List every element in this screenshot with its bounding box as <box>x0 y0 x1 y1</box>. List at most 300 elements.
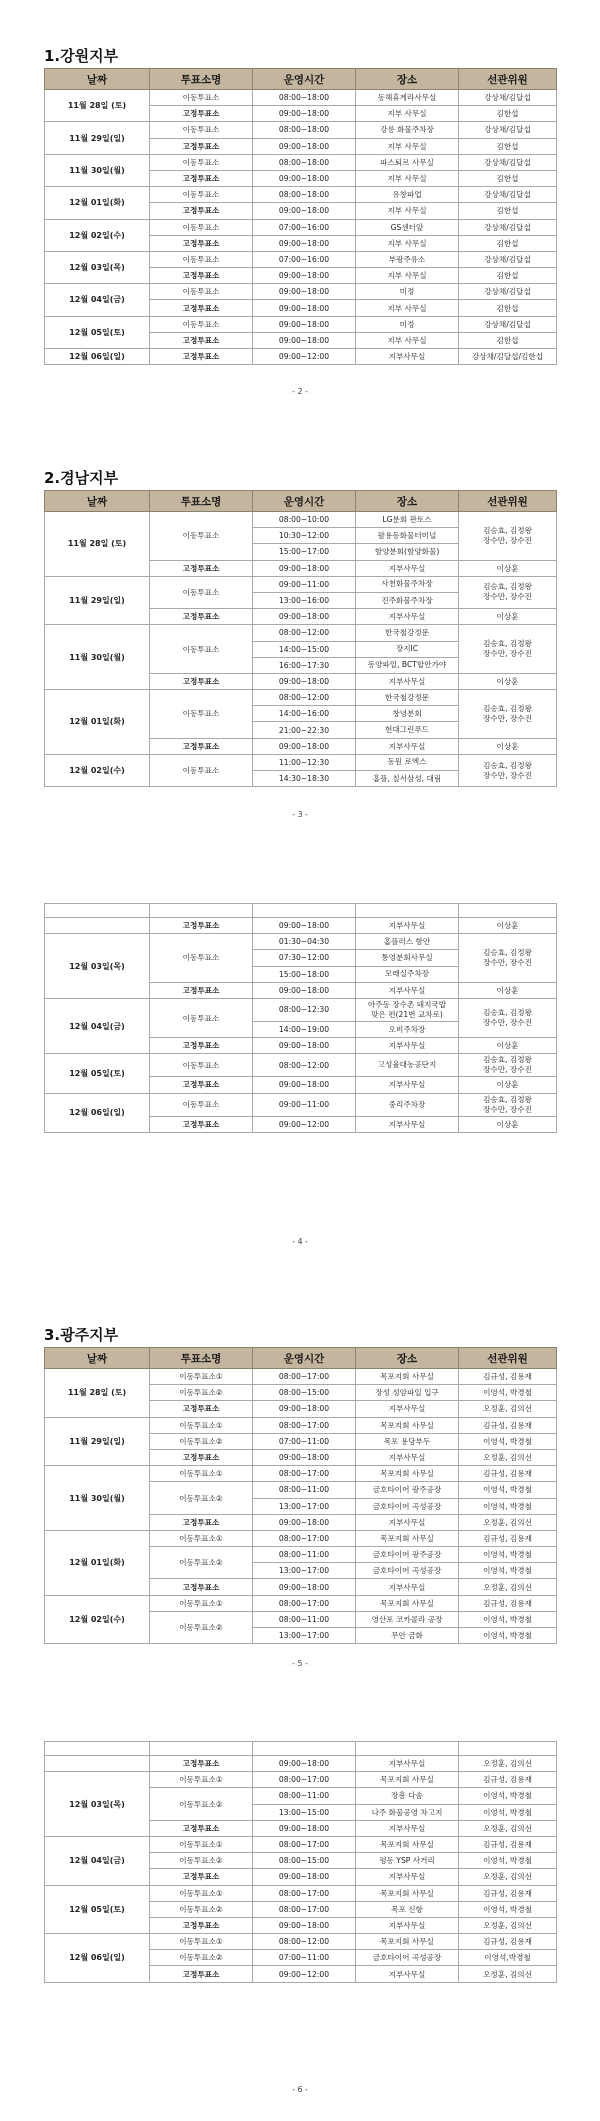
booth-type-cell: 이동투표소 <box>150 122 253 138</box>
staff-cell: 김규성, 김용재 <box>459 1369 557 1385</box>
empty-cell <box>459 1742 557 1756</box>
staff-cell: 김승효, 김정왕 장수만, 장수진 <box>459 998 557 1037</box>
place-cell: 지부사무실 <box>356 738 459 754</box>
hours-cell: 07:00~11:00 <box>253 1950 356 1966</box>
hours-cell: 09:00~18:00 <box>253 170 356 186</box>
hours-cell: 14:00~16:00 <box>253 706 356 722</box>
staff-cell: 이영석, 박경철 <box>459 1498 557 1514</box>
empty-cell <box>356 1742 459 1756</box>
empty-cell <box>150 904 253 918</box>
staff-cell: 강상채/김달섭 <box>459 187 557 203</box>
hours-cell: 09:00~18:00 <box>253 1579 356 1595</box>
date-cell: 11월 28일 (토) <box>45 512 150 577</box>
date-cell: 12월 01일(화) <box>45 1530 150 1595</box>
booth-type-cell: 이동투표소 <box>150 512 253 561</box>
table-row <box>45 1369 557 1385</box>
staff-cell: 김규성, 김용재 <box>459 1885 557 1901</box>
schedule-table-gwangju <box>44 1347 557 1644</box>
table-row <box>45 1466 557 1482</box>
date-cell: 11월 29일(일) <box>45 1417 150 1466</box>
staff-cell: 이영석, 박경철 <box>459 1611 557 1627</box>
place-cell: 아주동 장수촌 돼지국밥 맞은 편(21번 교차로) <box>356 998 459 1021</box>
place-cell: 지부사무실 <box>356 1869 459 1885</box>
hours-cell: 08:00~12:00 <box>253 1934 356 1950</box>
hours-cell: 09:00~18:00 <box>253 1820 356 1836</box>
date-cell: 12월 05일(토) <box>45 316 150 348</box>
place-cell: 장지IC <box>356 641 459 657</box>
place-cell: 지부 사무실 <box>356 300 459 316</box>
date-cell: 12월 05일(토) <box>45 1054 150 1093</box>
staff-cell: 김승효, 김정왕 장수만, 장수진 <box>459 1054 557 1077</box>
booth-type-cell: 이동투표소② <box>150 1901 253 1917</box>
place-cell: 장성 성암파일 입구 <box>356 1385 459 1401</box>
page-number: - 2 - <box>292 387 308 396</box>
staff-cell: 김한섭 <box>459 332 557 348</box>
hours-cell: 13:00~17:00 <box>253 1628 356 1644</box>
booth-type-cell: 이동투표소① <box>150 1595 253 1611</box>
hours-cell: 09:00~11:00 <box>253 1093 356 1116</box>
empty-cell <box>253 1742 356 1756</box>
hours-cell: 21:00~22:30 <box>253 722 356 738</box>
booth-type-cell: 고정투표소 <box>150 1820 253 1836</box>
hours-cell: 09:00~11:00 <box>253 576 356 592</box>
place-cell: 목포지회 사무실 <box>356 1417 459 1433</box>
hours-cell: 15:00~17:00 <box>253 544 356 560</box>
place-cell: 미정 <box>356 316 459 332</box>
place-cell: 지부사무실 <box>356 982 459 998</box>
place-cell: 파스퇴르 사무실 <box>356 154 459 170</box>
hours-cell: 08:00~12:00 <box>253 1054 356 1077</box>
section-gwangju-cont <box>44 1741 556 1983</box>
staff-cell: 김규성, 김용재 <box>459 1934 557 1950</box>
table-row <box>45 512 557 528</box>
table-row <box>45 918 557 934</box>
booth-type-cell: 이동투표소② <box>150 1853 253 1869</box>
empty-cell <box>150 1742 253 1756</box>
staff-cell: 이영석, 박경철 <box>459 1804 557 1820</box>
hours-cell: 08:00~11:00 <box>253 1788 356 1804</box>
staff-cell: 강상채/김달섭 <box>459 251 557 267</box>
booth-type-cell: 이동투표소 <box>150 934 253 983</box>
date-cell: 12월 03일(목) <box>45 1772 150 1837</box>
staff-cell: 김규성, 김용재 <box>459 1417 557 1433</box>
staff-cell: 이영석, 박경철 <box>459 1563 557 1579</box>
place-cell: GS센터앞 <box>356 219 459 235</box>
column-header: 투표소명 <box>150 69 253 90</box>
hours-cell: 09:00~18:00 <box>253 268 356 284</box>
place-cell: 지부사무실 <box>356 1579 459 1595</box>
place-cell: 지부 사무실 <box>356 332 459 348</box>
hours-cell: 09:00~18:00 <box>253 138 356 154</box>
column-header: 운영시간 <box>253 1348 356 1369</box>
hours-cell: 08:00~10:00 <box>253 512 356 528</box>
hours-cell: 08:00~12:00 <box>253 690 356 706</box>
staff-cell: 오정훈, 김의선 <box>459 1579 557 1595</box>
place-cell: 금호타이어 곡성공장 <box>356 1950 459 1966</box>
hours-cell: 09:00~18:00 <box>253 1869 356 1885</box>
hours-cell: 09:00~18:00 <box>253 673 356 689</box>
booth-type-cell: 이동투표소 <box>150 219 253 235</box>
place-cell: 지부사무실 <box>356 560 459 576</box>
staff-cell: 김한섭 <box>459 300 557 316</box>
booth-type-cell: 이동투표소 <box>150 690 253 739</box>
table-row <box>45 1417 557 1433</box>
page-number: - 3 - <box>292 810 308 819</box>
staff-cell: 김규성, 김용재 <box>459 1772 557 1788</box>
staff-cell: 이상훈 <box>459 609 557 625</box>
schedule-table-gyeongnam <box>44 490 557 787</box>
hours-cell: 08:00~12:00 <box>253 625 356 641</box>
hours-cell: 07:00~16:00 <box>253 219 356 235</box>
place-cell: 지부사무실 <box>356 1756 459 1772</box>
hours-cell: 09:00~18:00 <box>253 738 356 754</box>
place-cell: 지부 사무실 <box>356 203 459 219</box>
place-cell: 지부사무실 <box>356 1116 459 1132</box>
place-cell: 금호타이어 광주공장 <box>356 1482 459 1498</box>
place-cell: 통영분회사무실 <box>356 950 459 966</box>
hours-cell: 11:00~12:30 <box>253 754 356 770</box>
booth-type-cell: 고정투표소 <box>150 268 253 284</box>
schedule-table-gyeongnam-cont <box>44 903 557 1133</box>
staff-cell: 강상채/김달섭 <box>459 90 557 106</box>
hours-cell: 14:30~18:30 <box>253 771 356 787</box>
booth-type-cell: 고정투표소 <box>150 138 253 154</box>
place-cell: 지부사무실 <box>356 349 459 365</box>
place-cell: 지부사무실 <box>356 1514 459 1530</box>
staff-cell: 김한섭 <box>459 235 557 251</box>
place-cell: 팔용동화물터미널 <box>356 528 459 544</box>
column-header: 선관위원 <box>459 69 557 90</box>
hours-cell: 08:00~18:00 <box>253 122 356 138</box>
place-cell: 지부 사무실 <box>356 138 459 154</box>
staff-cell: 김규성, 김용재 <box>459 1595 557 1611</box>
page-number: - 6 - <box>292 2085 308 2094</box>
staff-cell: 오정훈, 김의선 <box>459 1917 557 1933</box>
page-number: - 5 - <box>292 1659 308 1668</box>
place-cell: 동해휴게라사무실 <box>356 90 459 106</box>
section-title: 3.광주지부 <box>44 1326 119 1344</box>
booth-type-cell: 이동투표소① <box>150 1885 253 1901</box>
place-cell: 평동 YSP 사거리 <box>356 1853 459 1869</box>
date-cell: 12월 02일(수) <box>45 219 150 251</box>
place-cell: 목포지회 사무실 <box>356 1466 459 1482</box>
staff-cell: 김한섭 <box>459 106 557 122</box>
place-cell: 지부사무실 <box>356 1077 459 1093</box>
place-cell: 한국철강정문 <box>356 690 459 706</box>
table-row <box>45 349 557 365</box>
booth-type-cell: 고정투표소 <box>150 1917 253 1933</box>
date-cell: 12월 03일(목) <box>45 251 150 283</box>
column-header: 투표소명 <box>150 1348 253 1369</box>
table-row <box>45 1934 557 1950</box>
place-cell: 강릉 화물주차장 <box>356 122 459 138</box>
booth-type-cell: 고정투표소 <box>150 203 253 219</box>
hours-cell: 09:00~18:00 <box>253 1449 356 1465</box>
booth-type-cell: 이동투표소 <box>150 284 253 300</box>
hours-cell: 09:00~12:00 <box>253 1116 356 1132</box>
booth-type-cell: 고정투표소 <box>150 1401 253 1417</box>
hours-cell: 09:00~18:00 <box>253 1917 356 1933</box>
booth-type-cell: 고정투표소 <box>150 982 253 998</box>
hours-cell: 08:00~17:00 <box>253 1885 356 1901</box>
hours-cell: 08:00~11:00 <box>253 1547 356 1563</box>
place-cell: 금호타이어 광주공장 <box>356 1547 459 1563</box>
booth-type-cell: 고정투표소 <box>150 560 253 576</box>
table-row <box>45 219 557 235</box>
place-cell: 모래실주차장 <box>356 966 459 982</box>
place-cell: 홈플러스 함안 <box>356 934 459 950</box>
booth-type-cell: 이동투표소② <box>150 1433 253 1449</box>
section-title: 2.경남지부 <box>44 469 119 487</box>
booth-type-cell: 이동투표소② <box>150 1385 253 1401</box>
staff-cell: 강상채/김달섭 <box>459 284 557 300</box>
column-header: 장소 <box>356 491 459 512</box>
hours-cell: 14:00~19:00 <box>253 1021 356 1037</box>
schedule-table-gwangju-cont <box>44 1741 557 1983</box>
place-cell: 중리주차장 <box>356 1093 459 1116</box>
hours-cell: 09:00~18:00 <box>253 609 356 625</box>
table-row <box>45 1742 557 1756</box>
staff-cell: 이상훈 <box>459 673 557 689</box>
hours-cell: 09:00~18:00 <box>253 332 356 348</box>
hours-cell: 08:00~17:00 <box>253 1901 356 1917</box>
hours-cell: 09:00~18:00 <box>253 300 356 316</box>
date-cell: 11월 30일(월) <box>45 1466 150 1531</box>
date-cell: 11월 30일(월) <box>45 154 150 186</box>
place-cell: 장흥 다솜 <box>356 1788 459 1804</box>
place-cell: 동양파일, BCT합안가야 <box>356 657 459 673</box>
booth-type-cell: 고정투표소 <box>150 1514 253 1530</box>
empty-cell <box>253 904 356 918</box>
place-cell: 동원 로엑스 <box>356 754 459 770</box>
date-cell: 12월 05일(토) <box>45 1885 150 1934</box>
staff-cell: 오정훈, 김의선 <box>459 1401 557 1417</box>
date-cell: 11월 29일(일) <box>45 122 150 154</box>
booth-type-cell: 이동투표소② <box>150 1482 253 1514</box>
booth-type-cell: 이동투표소 <box>150 576 253 608</box>
hours-cell: 13:00~16:00 <box>253 592 356 608</box>
booth-type-cell: 이동투표소 <box>150 154 253 170</box>
booth-type-cell: 이동투표소① <box>150 1417 253 1433</box>
staff-cell: 강상채/김달섭 <box>459 154 557 170</box>
hours-cell: 08:00~18:00 <box>253 154 356 170</box>
date-cell: 11월 28일 (토) <box>45 90 150 122</box>
date-cell: 12월 01일(화) <box>45 187 150 219</box>
place-cell: 현대그린푸드 <box>356 722 459 738</box>
table-row <box>45 1772 557 1788</box>
staff-cell: 김승효, 김정왕 장수만, 장수진 <box>459 1093 557 1116</box>
place-cell: 부광주유소 <box>356 251 459 267</box>
date-cell: 12월 06일(일) <box>45 1934 150 1983</box>
column-header: 투표소명 <box>150 491 253 512</box>
staff-cell: 이상훈 <box>459 1116 557 1132</box>
place-cell: 창녕분회 <box>356 706 459 722</box>
place-cell: 함양분회(함양화물) <box>356 544 459 560</box>
hours-cell: 09:00~18:00 <box>253 316 356 332</box>
hours-cell: 13:00~17:00 <box>253 1563 356 1579</box>
hours-cell: 08:00~18:00 <box>253 90 356 106</box>
hours-cell: 10:30~12:00 <box>253 528 356 544</box>
place-cell: 목포 신항 <box>356 1901 459 1917</box>
empty-cell <box>45 1742 150 1756</box>
place-cell: 유창파업 <box>356 187 459 203</box>
place-cell: 목포지회 사무실 <box>356 1885 459 1901</box>
table-row <box>45 90 557 106</box>
hours-cell: 08:00~17:00 <box>253 1836 356 1852</box>
booth-type-cell: 고정투표소 <box>150 300 253 316</box>
staff-cell: 김한섭 <box>459 268 557 284</box>
hours-cell: 09:00~18:00 <box>253 560 356 576</box>
booth-type-cell: 고정투표소 <box>150 170 253 186</box>
hours-cell: 15:00~18:00 <box>253 966 356 982</box>
hours-cell: 09:00~12:00 <box>253 1966 356 1982</box>
place-cell: 고성율대농공단지 <box>356 1054 459 1077</box>
place-cell: 영산포 코카콜라 공장 <box>356 1611 459 1627</box>
hours-cell: 08:00~15:00 <box>253 1385 356 1401</box>
place-cell: 나주 화물공영 차고지 <box>356 1804 459 1820</box>
booth-type-cell: 고정투표소 <box>150 1579 253 1595</box>
hours-cell: 09:00~18:00 <box>253 284 356 300</box>
table-row <box>45 251 557 267</box>
table-row <box>45 316 557 332</box>
column-header: 날짜 <box>45 1348 150 1369</box>
table-row <box>45 1885 557 1901</box>
place-cell: 지부사무실 <box>356 1917 459 1933</box>
booth-type-cell: 이동투표소 <box>150 187 253 203</box>
staff-cell: 이영석, 박경철 <box>459 1433 557 1449</box>
place-cell: 오비주차장 <box>356 1021 459 1037</box>
booth-type-cell: 이동투표소② <box>150 1950 253 1966</box>
hours-cell: 09:00~18:00 <box>253 235 356 251</box>
place-cell: 지부 사무실 <box>356 170 459 186</box>
booth-type-cell: 고정투표소 <box>150 106 253 122</box>
empty-cell <box>356 904 459 918</box>
staff-cell: 이상훈 <box>459 982 557 998</box>
booth-type-cell: 고정투표소 <box>150 1038 253 1054</box>
section-gyeongnam <box>44 468 556 787</box>
place-cell: 목포 용당부두 <box>356 1433 459 1449</box>
table-row <box>45 187 557 203</box>
date-cell: 12월 04일(금) <box>45 1836 150 1885</box>
hours-cell: 08:00~11:00 <box>253 1482 356 1498</box>
staff-cell: 이영석, 박경철 <box>459 1628 557 1644</box>
booth-type-cell: 고정투표소 <box>150 1966 253 1982</box>
staff-cell: 오정훈, 김의선 <box>459 1966 557 1982</box>
place-cell: LG분회 판토스 <box>356 512 459 528</box>
hours-cell: 08:00~15:00 <box>253 1853 356 1869</box>
place-cell: 무안 금화 <box>356 1628 459 1644</box>
booth-type-cell: 이동투표소 <box>150 625 253 674</box>
date-cell: 12월 06일(일) <box>45 349 150 365</box>
place-cell: 금호타이어 곡성공장 <box>356 1563 459 1579</box>
place-cell: 지부 사무실 <box>356 268 459 284</box>
table-row <box>45 1530 557 1546</box>
staff-cell: 이상훈 <box>459 560 557 576</box>
booth-type-cell: 고정투표소 <box>150 1756 253 1772</box>
booth-type-cell: 고정투표소 <box>150 349 253 365</box>
place-cell: 지부사무실 <box>356 1401 459 1417</box>
booth-type-cell: 이동투표소 <box>150 1054 253 1077</box>
staff-cell: 이상훈 <box>459 738 557 754</box>
booth-type-cell: 고정투표소 <box>150 235 253 251</box>
staff-cell: 김승효, 김정왕 장수만, 장수진 <box>459 512 557 561</box>
table-row <box>45 625 557 641</box>
staff-cell: 이영석, 박경철 <box>459 1901 557 1917</box>
date-cell: 12월 02일(수) <box>45 754 150 786</box>
column-header: 선관위원 <box>459 491 557 512</box>
hours-cell: 08:00~18:00 <box>253 187 356 203</box>
column-header: 운영시간 <box>253 491 356 512</box>
staff-cell: 이영석,박경철 <box>459 1950 557 1966</box>
staff-cell: 강상채/김달섭/김한섭 <box>459 349 557 365</box>
place-cell: 미정 <box>356 284 459 300</box>
date-cell <box>45 918 150 934</box>
table-row <box>45 1836 557 1852</box>
hours-cell: 16:00~17:30 <box>253 657 356 673</box>
booth-type-cell: 이동투표소① <box>150 1934 253 1950</box>
date-cell: 12월 04일(금) <box>45 998 150 1053</box>
place-cell: 지부 사무실 <box>356 106 459 122</box>
column-header: 장소 <box>356 69 459 90</box>
staff-cell: 김승효, 김정왕 장수만, 장수진 <box>459 625 557 674</box>
date-cell: 12월 03일(목) <box>45 934 150 999</box>
booth-type-cell: 고정투표소 <box>150 332 253 348</box>
booth-type-cell: 이동투표소① <box>150 1530 253 1546</box>
section-gyeongnam-cont <box>44 903 556 1133</box>
date-cell: 11월 28일 (토) <box>45 1369 150 1418</box>
booth-type-cell: 고정투표소 <box>150 609 253 625</box>
place-cell: 지부사무실 <box>356 1038 459 1054</box>
hours-cell: 09:00~18:00 <box>253 1756 356 1772</box>
hours-cell: 13:00~17:00 <box>253 1498 356 1514</box>
hours-cell: 08:00~17:00 <box>253 1466 356 1482</box>
hours-cell: 09:00~18:00 <box>253 106 356 122</box>
place-cell: 지부사무실 <box>356 918 459 934</box>
place-cell: 목포지회 사무실 <box>356 1595 459 1611</box>
date-cell: 12월 04일(금) <box>45 284 150 316</box>
hours-cell: 08:00~12:30 <box>253 998 356 1021</box>
booth-type-cell: 이동투표소① <box>150 1772 253 1788</box>
hours-cell: 08:00~17:00 <box>253 1530 356 1546</box>
booth-type-cell: 고정투표소 <box>150 738 253 754</box>
booth-type-cell: 이동투표소② <box>150 1788 253 1820</box>
booth-type-cell: 이동투표소② <box>150 1611 253 1643</box>
staff-cell: 오정훈, 김의선 <box>459 1869 557 1885</box>
place-cell: 홈플, 칠서삼성, 대림 <box>356 771 459 787</box>
staff-cell: 김한섭 <box>459 138 557 154</box>
booth-type-cell: 이동투표소 <box>150 1093 253 1116</box>
section-title: 1.강원지부 <box>44 47 119 65</box>
place-cell: 지부 사무실 <box>356 235 459 251</box>
place-cell: 목포지회 사무실 <box>356 1369 459 1385</box>
date-cell: 12월 02일(수) <box>45 1595 150 1644</box>
staff-cell: 강상채/김달섭 <box>459 122 557 138</box>
staff-cell: 이영석, 박경철 <box>459 1853 557 1869</box>
column-header: 운영시간 <box>253 69 356 90</box>
booth-type-cell: 이동투표소 <box>150 90 253 106</box>
table-row <box>45 1054 557 1077</box>
staff-cell: 김승효, 김정왕 장수만, 장수진 <box>459 690 557 739</box>
place-cell: 목포지회 사무실 <box>356 1934 459 1950</box>
table-row <box>45 998 557 1021</box>
staff-cell: 김한섭 <box>459 170 557 186</box>
place-cell: 진주화물주차장 <box>356 592 459 608</box>
hours-cell: 08:00~17:00 <box>253 1369 356 1385</box>
hours-cell: 09:00~18:00 <box>253 1077 356 1093</box>
place-cell: 지부사무실 <box>356 1449 459 1465</box>
booth-type-cell: 이동투표소 <box>150 998 253 1037</box>
place-cell: 목포지회 사무실 <box>356 1530 459 1546</box>
